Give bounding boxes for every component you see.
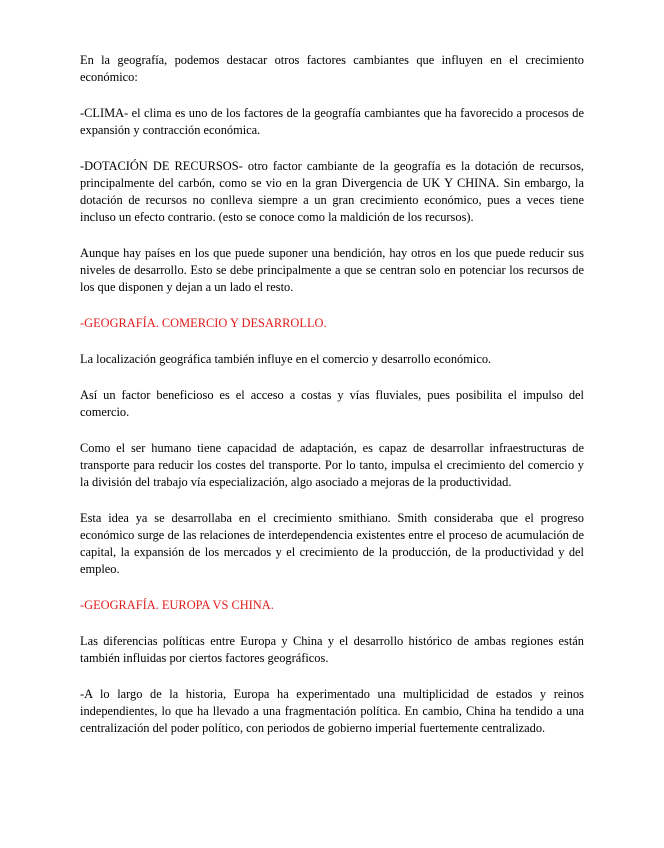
smith-paragraph: Esta idea ya se desarrollaba en el crecimiento smithiano. Smith consideraba que el progreso económico surge de las relaciones de interdependencia existentes entre el proceso de acumulación de capital, la expansión de los mercados y el crecimiento de la producción, de la productividad y del empleo. [80,511,584,576]
bendicion-paragraph: Aunque hay países en los que puede suponer una bendición, hay otros en los que puede reducir sus niveles de desarrollo. Esto se debe principalmente a que se centran solo en potenciar los recursos de los que disponen y dejan a un lado el resto. [80,246,584,294]
localizacion-paragraph: La localización geográfica también influye en el comercio y desarrollo económico. [80,352,492,366]
acceso-paragraph: Así un factor beneficioso es el acceso a costas y vías fluviales, pues posibilita el impulso del comercio. [80,388,584,419]
heading-europa-china: -GEOGRAFÍA. EUROPA VS CHINA. [80,598,274,612]
clima-paragraph: -CLIMA- el clima es uno de los factores de la geografía cambiantes que ha favorecido a procesos de expansión y contracción económica. [80,106,584,137]
document-page [80,52,584,756]
adaptacion-paragraph: Como el ser humano tiene capacidad de adaptación, es capaz de desarrollar infraestructuras de transporte para reducir los costes del transporte. Por lo tanto, impulsa el crecimiento del comercio y la división del trabajo vía especialización, algo asociado a mejoras de la productividad. [80,441,584,489]
heading-comercio-desarrollo: -GEOGRAFÍA. COMERCIO Y DESARROLLO. [80,316,327,330]
dotacion-paragraph: -DOTACIÓN DE RECURSOS- otro factor cambiante de la geografía es la dotación de recursos, principalmente del carbón, como se vio en la gran Divergencia de UK Y CHINA. Sin embargo, la dotación de recursos no conlleva siempre a un gran crecimiento económico, pues a veces tiene incluso un efecto contrario. (esto se conoce como la maldición de los recursos). [80,159,584,224]
diferencias-paragraph: Las diferencias políticas entre Europa y China y el desarrollo histórico de ambas regiones están también influidas por ciertos factores geográficos. [80,634,584,665]
historia-paragraph: -A lo largo de la historia, Europa ha experimentado una multiplicidad de estados y reinos independientes, lo que ha llevado a una fragmentación política. En cambio, China ha tendido a una centralización del poder político, con periodos de gobierno imperial fuertemente centralizado. [80,687,584,735]
intro-paragraph: En la geografía, podemos destacar otros factores cambiantes que influyen en el crecimiento económico: [80,53,584,84]
